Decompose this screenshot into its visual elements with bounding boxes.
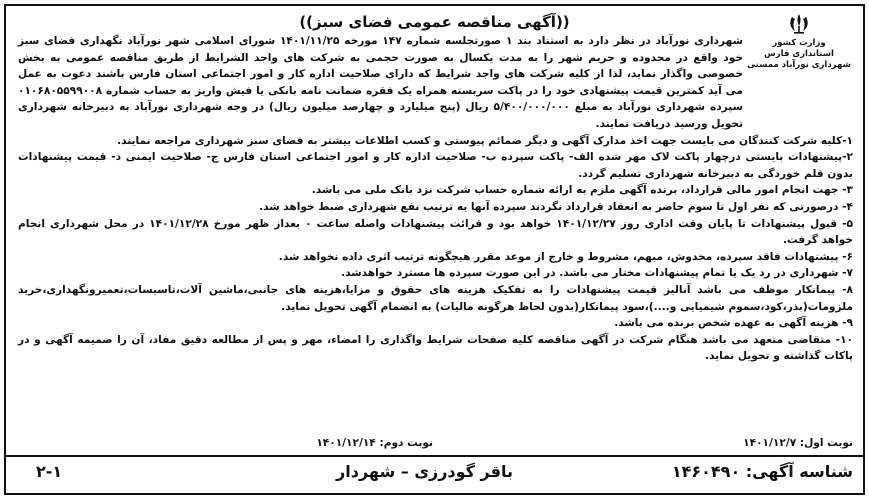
list-item: ۲-پیشنهادات بایستی درچهار پاکت لاک مهر شده الف- پاکت سپرده ب- صلاحیت اداره کار و امور اجتماعی استان فارس ج- صلاحیت ایمنی د- قیمت پیشنهادات بدون قلم خوردگی به دبیرخانه شهرداری تسلیم گردد.: [18, 151, 853, 180]
list-item: ۹- هزینه آگهی به عهده شخص برنده می باشد.: [614, 317, 853, 330]
emblem-province: استانداری فارس: [764, 49, 834, 59]
advertisement-frame: [4, 4, 865, 495]
page-title: ((آگهی مناقصه عمومی فضای سبز)): [299, 13, 570, 31]
emblem-municipality: شهرداری نورآباد ممسنی: [747, 60, 851, 70]
list-item: ۵- قبول پیشنهادات تا پایان وقت اداری روز ۱۴۰۱/۱۲/۲۷ خواهد بود و قرائت پیشنهادات واصله ساعت ۰ بعداز ظهر مورخ ۱۴۰۱/۱۲/۲۸ در محل شهرداری انجام خواهد گرفت.: [18, 217, 853, 247]
second-publication-date: نوبت دوم: ۱۴۰۱/۱۲/۱۴: [316, 437, 433, 449]
ad-identifier: شناسه آگهی: ۱۴۶۰۴۹۰: [671, 462, 853, 481]
publication-dates: [18, 437, 853, 453]
advertisement-body: [18, 33, 853, 365]
list-item: ۱۰- متقاضی متعهد می باشد هنگام شرکت در آگهی مناقصه کلیه صفحات شرایط واگذاری را امضاء، مهر و پس از مطالعه دقیق مفاد، آن را ضمیمه آگهی و در پاکات گذاشته و تحویل نماید.: [18, 333, 853, 363]
list-item: ۶- پیشنهادات فاقد سپرده، مخدوش، مبهم، مشروط و خارج از موعد مقرر هیچگونه ترتیب اثری داده نخواهد شد.: [278, 250, 853, 263]
list-item: ۳- جهت انجام امور مالی قرارداد، برنده آگهی ملزم به ارائه شماره حساب شرکت نزد بانک ملی می باشد.: [311, 184, 853, 197]
page-number: ۲-۱: [36, 462, 63, 481]
first-publication-date: نوبت اول: ۱۴۰۱/۱۲/۷: [743, 437, 853, 449]
footer: [18, 458, 853, 492]
footer-divider: [6, 455, 863, 457]
signer-name: باقر گودرزی – شهردار: [336, 462, 513, 481]
list-item: ۸- پیمانکار موظف می باشد آنالیز قیمت پیشنهادات را به تفکیک هزینه های حقوق و مزایا،هزینه های جانبی،ماشین آلات،تاسیسات،تعمیرونگهداری،خرید ملزومات(بذر،کود،سموم شیمیایی و....)،سود پیمانکار(بدون لحاظ هرگونه مالیات) به انضمام آگهی تحویل نماید.: [18, 283, 853, 313]
list-item: ۷- شهرداری در رد یک یا تمام پیشنهادات مختار می باشد. در این صورت سپرده ها مسترد خواهدشد.: [341, 267, 853, 280]
list-item: ۱-کلیه شرکت کنندگان می بایست جهت اخذ مدارک آگهی و دیگر ضمائم پیوستی و کسب اطلاعات بیشتر به فضای سبز شهرداری مراجعه نمایند.: [117, 134, 853, 147]
list-item: ۴- درصورتی که نفر اول تا سوم حاضر به انعقاد قرارداد نگردند سپرده آنها به ترتیب نفع شهرداری ضبط خواهد شد.: [259, 200, 853, 213]
intro-paragraph: شهرداری نورآباد در نظر دارد به استناد بند ۱ صورتجلسه شماره ۱۴۷ مورخه ۱۴۰۱/۱۱/۲۵ شورای اسلامی شهر نورآباد نگهداری فضای سبز خود واقع در محدوده و حریم شهر را به مدت یکسال به صورت حجمی به شرکت های واجد الشرایط از طریق مناقصه عمومی به بخش خصوصی واگذار نماید، لذا از کلیه شرکت های واجد شرایط که دارای صلاحیت اداره کار و امور اجتماعی استان فارس باشند دعوت به عمل می آید کمترین قیمت پیشنهادی خود را در پاکت سربسته همراه یک فقره ضمانت نامه بانکی یا فیش واریز به حساب شماره ۰۱۰۶۸۰۵۵۹۹۰۰۸ سپرده شهرداری نورآباد به مبلغ ۵/۴۰۰/۰۰۰/۰۰۰ ریال (پنج میلیارد و چهارصد میلیون ریال) در وجه شهرداری نورآباد به دبیرخانه شهرداری تحویل ورسید دریافت نمایند.: [18, 35, 743, 130]
emblem-ministry: وزارت کشور: [772, 38, 826, 48]
